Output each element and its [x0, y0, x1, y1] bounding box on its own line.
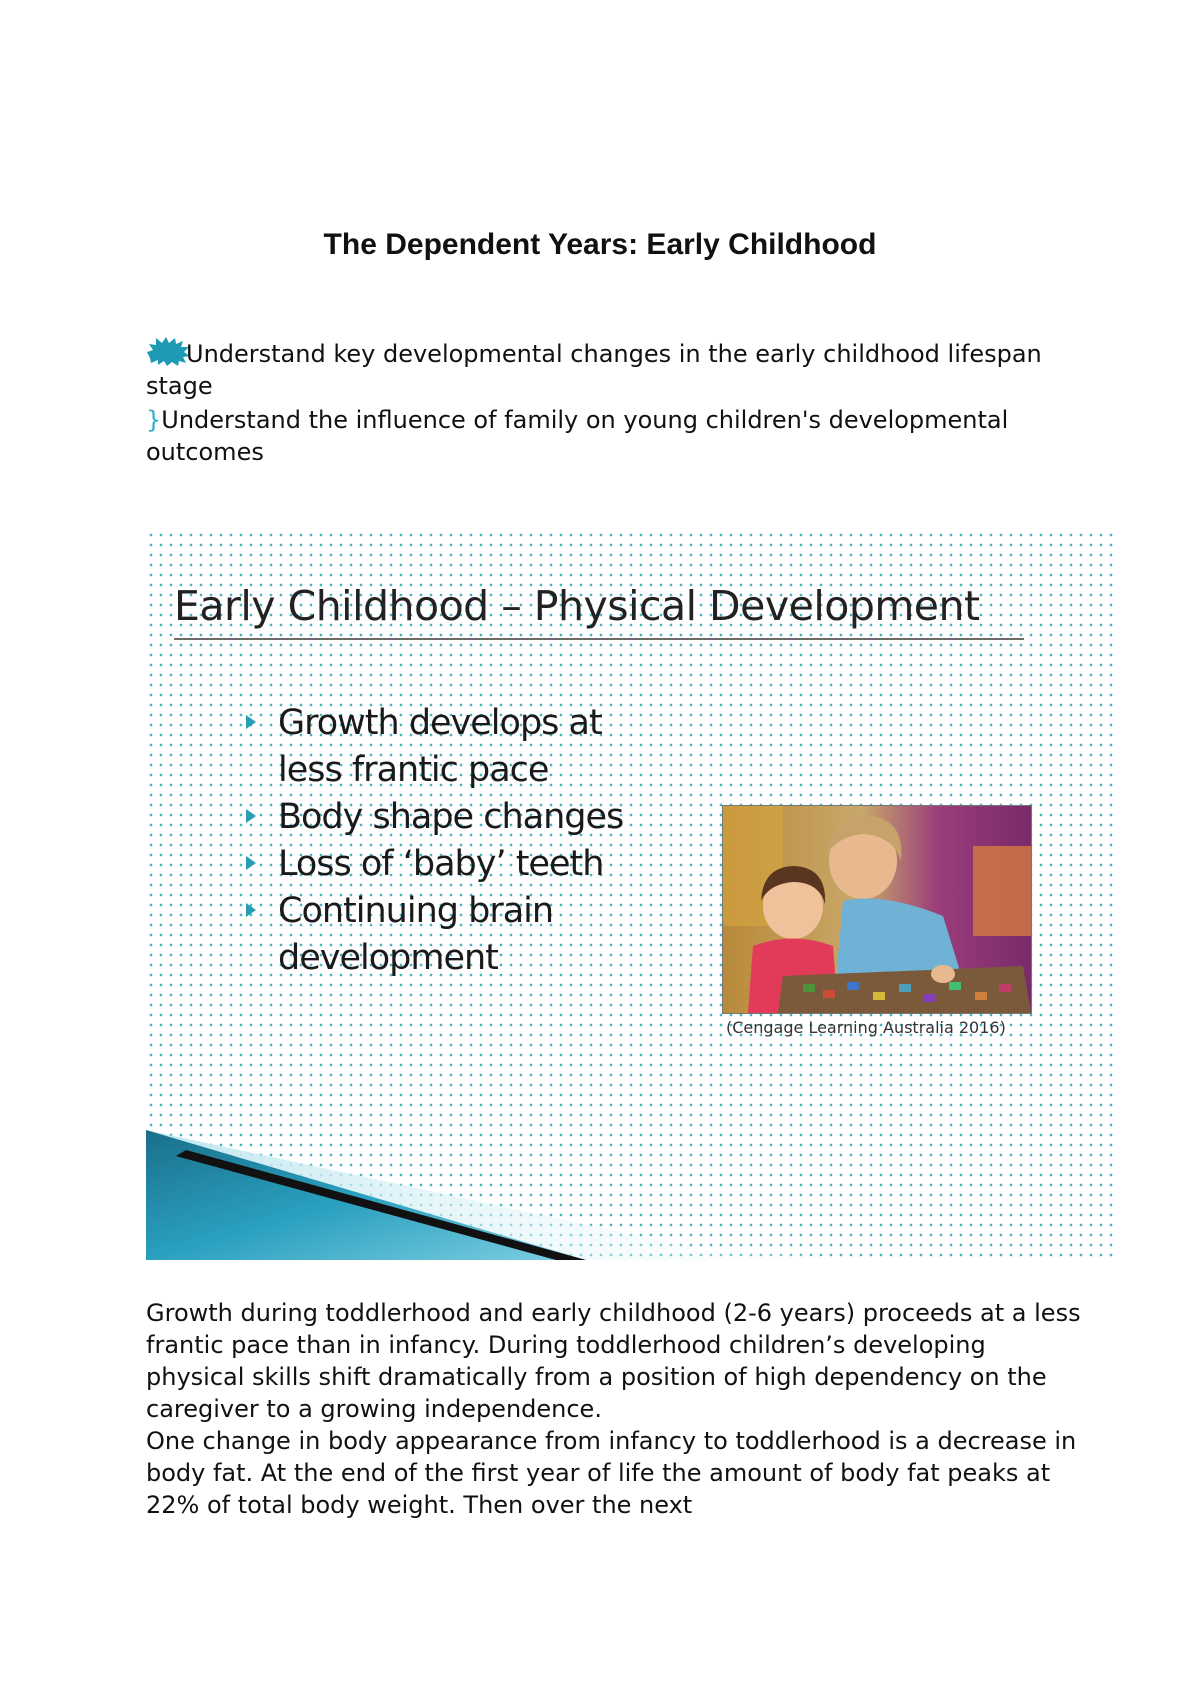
document-title: The Dependent Years: Early Childhood: [323, 228, 877, 261]
slide-swoosh-decoration: [146, 1130, 1114, 1260]
title-underline: [174, 638, 1024, 640]
objective-2: [146, 404, 1066, 468]
body-text: [146, 1297, 1086, 1521]
bullet-arrow-icon: [246, 809, 256, 823]
body-paragraph: Growth during toddlerhood and early childhood (2-6 years) proceeds at a less frantic pace than in infancy. During toddlerhood children’s developing physical skills shift dramatically from a position of high dependency on the caregiver to a growing independence.: [146, 1299, 1081, 1423]
splash-icon: [146, 336, 190, 366]
bullet-arrow-icon: [246, 903, 256, 917]
bullet-arrow-icon: [246, 715, 256, 729]
brace-icon: }: [146, 406, 162, 434]
objective-text: Understand key developmental changes in the early childhood lifespan stage: [146, 340, 1042, 400]
slide-title: Early Childhood – Physical Development: [174, 582, 980, 630]
slide-image: [146, 530, 1114, 1260]
photo-caption: (Cengage Learning Australia 2016): [726, 1018, 1006, 1037]
slide-bullet: Loss of ‘baby’ teeth: [246, 841, 666, 888]
objective-1: [146, 336, 1066, 402]
slide-bullet: Growth develops at less frantic pace: [246, 700, 666, 794]
slide-bullet: Body shape changes: [246, 794, 666, 841]
slide-bullet: Continuing brain development: [246, 888, 666, 982]
slide-bullet-list: [246, 700, 666, 982]
body-paragraph: One change in body appearance from infancy to toddlerhood is a decrease in body fat. At the end of the first year of life the amount of body fat peaks at 22% of total body weight. Then over the next: [146, 1427, 1077, 1519]
bullet-arrow-icon: [246, 856, 256, 870]
mother-child-puzzle-photo: [722, 805, 1032, 1014]
objective-text: Understand the influence of family on young children's developmental outcomes: [146, 406, 1009, 466]
